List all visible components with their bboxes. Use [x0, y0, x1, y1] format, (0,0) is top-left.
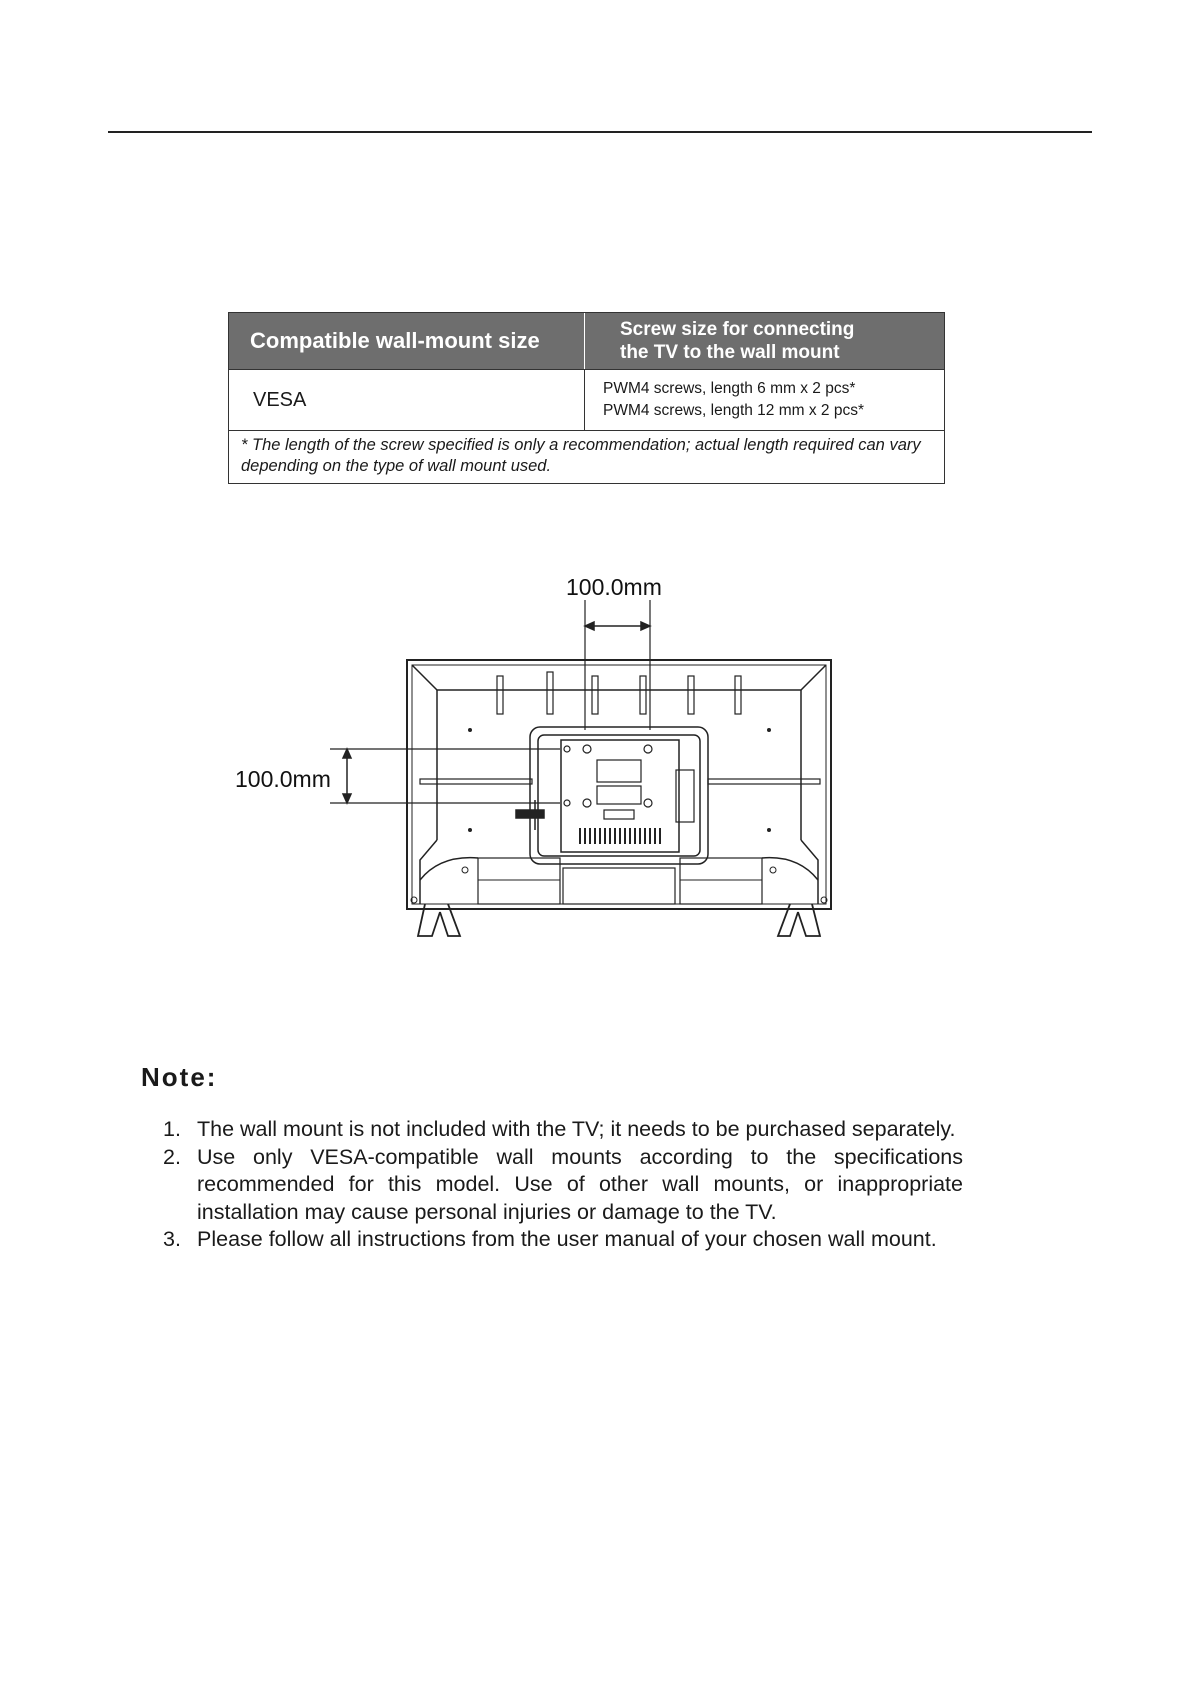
screw-spec-cell [585, 370, 944, 430]
header-compatible-size: Compatible wall-mount size [229, 313, 585, 369]
list-item [163, 1116, 963, 1144]
screw-spec-line-2: PWM4 screws, length 12 mm x 2 pcs* [603, 402, 864, 419]
tv-back-vesa-diagram [0, 560, 1190, 960]
screw-spec-line-1: PWM4 screws, length 6 mm x 2 pcs* [603, 380, 856, 397]
table-row [229, 369, 944, 430]
note-list [163, 1116, 963, 1254]
list-item [163, 1144, 963, 1227]
note-title: Note: [141, 1062, 218, 1092]
note-number: 3. [163, 1227, 181, 1251]
spec-table-header [229, 313, 944, 369]
horizontal-dimension-label: 100.0mm [566, 574, 662, 600]
note-text: Use only VESA-compatible wall mounts according to the specifications recommended for this model. Use of other wall mounts, or inappropriate installation may cause personal injuries or damage to the TV. [197, 1144, 963, 1224]
header-screw-size: Screw size for connecting the TV to the wall mount [620, 319, 855, 363]
vertical-dimension-label: 100.0mm [235, 766, 331, 792]
note-number: 1. [163, 1117, 181, 1141]
spec-footnote: * The length of the screw specified is only a recommendation; actual length required can vary depending on the type of wall mount used. [229, 430, 944, 483]
list-item [163, 1226, 963, 1254]
note-number: 2. [163, 1144, 181, 1169]
note-text: The wall mount is not included with the TV; it needs to be purchased separately. [197, 1117, 956, 1141]
mount-standard-cell: VESA [229, 370, 585, 430]
note-text: Please follow all instructions from the user manual of your chosen wall mount. [197, 1227, 937, 1251]
top-rule [108, 131, 1092, 133]
wall-mount-spec-table [228, 312, 945, 484]
